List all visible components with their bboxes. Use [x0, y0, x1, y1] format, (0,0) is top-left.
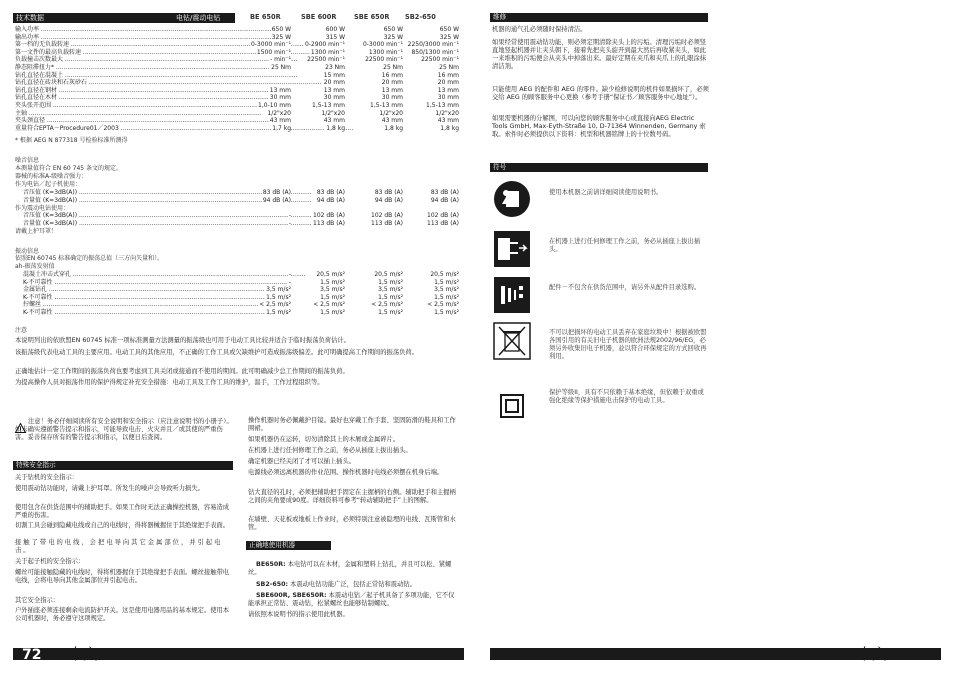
- spec-value: -: [288, 212, 291, 219]
- noise-line-1: 本测量值符合 EN 60 745 条文的规定。: [15, 165, 122, 172]
- spec-value: 13 mm: [381, 86, 403, 94]
- spec-row: [15, 212, 459, 220]
- spec-row: [15, 71, 459, 80]
- noise-line-3: 作为电钻／起子机使用：: [15, 181, 82, 188]
- spec-value: 94 dB (A): [262, 196, 291, 204]
- spec-row: [15, 301, 459, 309]
- spec-row: [15, 26, 459, 34]
- noise-impact-label: 作为震动电钻使用：: [15, 205, 70, 212]
- maintenance-header: 维修: [490, 13, 708, 22]
- spec-row: [15, 189, 459, 197]
- spec-value: 20 mm: [381, 79, 403, 87]
- special-6: 螺丝可能接触隐藏的电线时，得将机器握住于其绝缘把手表面。螺丝接触带电电线，会将电导向其他金属部位并引起电击。: [15, 569, 230, 584]
- spec-value: 25 Nm: [439, 64, 459, 71]
- tech-data-header: [13, 13, 235, 23]
- spec-value: 325 W: [439, 33, 459, 41]
- safety-warning: 注意！务必仔细阅读所有安全说明和安全指示（应注意说明书的小册子）。如未确实遵循警告提示和指示，可能导致电击、火灾并且／或其使的严重伤害。妥善保存所有的警告提示和指示，以便日后查阅。: [15, 418, 233, 441]
- use-sbe-text: 本震动电钻／起子机具备了多项功能，它不仅能承担正常钻、震动钻，松紧螺丝也能够钻制螺纹。: [248, 592, 455, 607]
- special-8: 户外插座必须连接剩余电流防护开关。这是使用电器用品的基本规定。使用本公司机器时，务必遵守这项规定。: [15, 607, 230, 622]
- language-label-right: 中文: [857, 645, 888, 663]
- symbol-text-accessories: 配件－不包含在供货范围中，请另外从配件目录选购。: [549, 284, 701, 291]
- spec-value: 113 dB (A): [427, 219, 459, 227]
- use-sb2-650-text: 本震动电钻功能广泛，包括正常钻和震动钻。: [290, 581, 416, 588]
- spec-value: 43 mm: [381, 117, 403, 125]
- special-safety-header: 特殊安全指示: [13, 461, 233, 470]
- right-page: [477, 0, 954, 677]
- model-col-1: BE 650R: [250, 13, 281, 21]
- spec-value: 1/2"x20: [379, 109, 403, 117]
- spec-value: 13 mm: [323, 86, 345, 94]
- spec-label: 音压值 (K=3dB(A)) .....: [15, 189, 239, 197]
- spec-value: 94 dB (A): [374, 196, 403, 204]
- maint-0: 机器的通气孔必须随时保持清洁。: [492, 26, 587, 33]
- spec-row: [15, 33, 459, 42]
- model-col-4: SB2-650: [405, 13, 436, 21]
- spec-value: 1,5-13 mm: [312, 102, 345, 109]
- spec-value: 1/2"x20: [321, 109, 345, 117]
- spec-label: 音量值 (K=3dB(A)) .....: [15, 197, 239, 205]
- spec-value: 1,5 m/s²: [266, 309, 291, 316]
- spec-value: 3,5 m/s²: [378, 286, 403, 294]
- spec-row: [15, 56, 459, 64]
- spec-value: 650 W: [383, 26, 403, 33]
- note-p4: 为提高操作人员对振荡作用的保护得规定补充安全措施：电动工具及工作工具的维护，温手，工作过程组织等。: [15, 379, 324, 386]
- spec-label: 输入功率 .....: [15, 26, 231, 34]
- spec-value: 1,0-10 mm: [258, 102, 291, 109]
- spec-row: [15, 124, 459, 133]
- spec-value: 20,5 m/s²: [374, 271, 403, 278]
- accessories-icon: [493, 276, 531, 314]
- spec-value: 113 dB (A): [371, 219, 403, 227]
- spec-label: 负载撞击次数最大 .....: [15, 56, 231, 64]
- safety-col2-2: 在机器上进行任何修理工作之前，务必从插座上拔出插头。: [248, 447, 412, 454]
- note-p1: 本说明列出的依欧盟EN 60745 标准一项标准测量方法测量的振荡级也可用于电动工具比较并适合于临时振荡负荷估计。: [15, 337, 350, 344]
- safety-col2-1: 如果机器仍在运转，切勿清除其上的木屑或金属碎片。: [248, 436, 400, 443]
- intended-use-header: 正确地使用机器: [246, 541, 331, 550]
- spec-value: 2250/3000 min⁻¹: [407, 41, 459, 49]
- spec-row: [15, 41, 459, 49]
- spec-value: 850/1300 min⁻¹: [411, 48, 459, 56]
- spec-value: 0-3000 min⁻¹: [362, 41, 403, 49]
- vibration-line-1: 依照EN 60745 标准确定的振荡总值（三方向矢量和）。: [15, 255, 164, 262]
- spec-value: 1,5 m/s²: [320, 293, 345, 301]
- maint-1: 如果经常使用震动钻功能，则必须定期清除夹头上的污垢。清理污垢时必须竖直地竖起机器并让夹头朝下，接着先把夹头旋开到最大然后再收紧夹头，如此一来堆积的污垢便会从夹头中掉落出来。最好定期在夹爪和夹爪上的孔眼涂抹清洁剂。: [492, 39, 707, 70]
- spec-value: 102 dB (A): [313, 212, 345, 219]
- spec-value: 13 mm: [437, 86, 459, 94]
- special-1: 使用震动钻功能时，请戴上护耳罩。所发生的噪声会导致听力损失。: [15, 485, 204, 492]
- spec-value: 1,5-13 mm: [426, 102, 459, 109]
- tech-data-title: 技术数据: [16, 14, 44, 22]
- spec-value: 15 mm: [323, 71, 345, 79]
- special-2: 使用包含在供货范围中的辅助把手。如果工作时无法正确操控机器，容易造成严重的伤害。: [15, 504, 230, 519]
- spec-value: 315 W: [325, 33, 345, 41]
- spec-value: < 2,5 m/s²: [313, 301, 345, 309]
- special-4: 接触了带电的电线，会把电导向其它金属部位，并引起电击。: [15, 539, 223, 554]
- safety-col2-5: 钻大直径的孔时，必须把辅助把手固定在主握柄的右侧。辅助把手和主握柄之间的夹角要成90度。详细资料可参考“转动辅助把手”上的图解。: [248, 489, 456, 504]
- spec-value: 3,5 m/s²: [320, 286, 345, 294]
- maint-3: 如果需要机器的分解图，可以向您的顾客服务中心或直接向AEG Electric Tools GmbH, Max-Eyth-Straße 10, D-71364 Winnenden, Germany 索取。索件时必须提供以下资料：机型和机器铭牌上的十位数号码。: [492, 115, 706, 138]
- page-number-right: 73: [912, 647, 932, 663]
- spec-value: 102 dB (A): [371, 212, 403, 219]
- spec-value: 1,5 m/s²: [320, 278, 345, 286]
- use-be650r-model: BE650R:: [256, 561, 286, 568]
- spec-value: 43 mm: [323, 117, 345, 125]
- spec-row: [15, 309, 459, 317]
- spec-label: K-不可靠性 .....: [15, 294, 239, 302]
- spec-value: -: [288, 271, 291, 278]
- spec-row: [15, 271, 459, 279]
- note-p3: 正确地估计一定工作期间的振荡负荷也要考虑到工具关闭或接通而不使用的期间。此可明确减少总工作期间的振荡负荷。: [15, 368, 349, 375]
- spec-value: 25 Nm: [383, 64, 403, 71]
- spec-value: 1,5 m/s²: [320, 309, 345, 316]
- spec-value: 16 mm: [437, 71, 459, 79]
- spec-value: 22500 min⁻¹: [307, 56, 345, 64]
- spec-value: 1,8 kg: [440, 124, 459, 132]
- spec-footnote: * 根据 AEG N 877318 号检验标准所测得: [15, 137, 128, 144]
- spec-label: 金属钻孔 .....: [15, 286, 239, 294]
- spec-label: 第一文件的最高负载转速 .....: [15, 49, 231, 57]
- spec-value: 1,5 m/s²: [434, 278, 459, 286]
- spec-value: 25 Nm: [271, 64, 291, 71]
- special-3: 切割工具会碰到隐藏电线或自己的电线时，得将器械握住于其绝缘把手表面。: [15, 522, 230, 529]
- spec-row: [15, 278, 459, 287]
- spec-value: 102 dB (A): [427, 212, 459, 219]
- safety-col2-0: 操作机器时务必佩戴护目镜。最好也穿戴工作手套、坚固防滑的鞋具和工作围裙。: [248, 417, 456, 432]
- spec-value: 1300 min⁻¹: [368, 48, 403, 56]
- spec-value: 3,5 m/s²: [266, 286, 291, 294]
- spec-value: 1,5 m/s²: [266, 293, 291, 301]
- spec-value: 1,8 kg: [326, 124, 345, 132]
- spec-value: < 2,5 m/s²: [371, 301, 403, 309]
- spec-value: 83 dB (A): [316, 189, 345, 196]
- special-7: 其它安全指示：: [15, 597, 60, 604]
- class-ii-icon: [493, 387, 531, 425]
- spec-value: 325 W: [383, 33, 403, 41]
- read-manual-icon: [493, 180, 531, 218]
- spec-value: - min⁻¹: [270, 56, 291, 64]
- spec-value: 30 mm: [269, 94, 291, 102]
- weee-bin-icon: [493, 322, 531, 360]
- spec-value: 1,5 m/s²: [378, 293, 403, 301]
- spec-label: 钻孔直径在钢材 .....: [15, 87, 231, 95]
- spec-value: 83 dB (A): [262, 189, 291, 196]
- spec-row: [15, 94, 459, 102]
- safety-col2-3: 确定机器已经关闭了才可以插上插头。: [248, 458, 356, 465]
- spec-value: 20 mm: [323, 79, 345, 87]
- spec-label: 拧螺丝 .....: [15, 301, 239, 309]
- spec-label: 夹头张开范围 .....: [15, 102, 231, 110]
- spec-value: 83 dB (A): [374, 189, 403, 196]
- spec-value: 94 dB (A): [316, 196, 345, 204]
- page-number-left: 72: [22, 647, 42, 663]
- spec-value: 650 W: [439, 26, 459, 33]
- spec-label: 主轴 .....: [15, 110, 231, 118]
- spec-value: 20 mm: [437, 79, 459, 87]
- maint-2: 只能使用 AEG 的配件和 AEG 的零件。缺少检修说明的机件如果损坏了，必须交给 AEG 的顾客服务中心更换（参考手册“保证书／顾客服务中心地址”）。: [492, 86, 709, 101]
- symbol-text-class-ii: 保护等级II，具有不只依赖于基本绝缘，但依赖于双重或强化绝缘等保护措施电击保护的电动工具。: [549, 389, 704, 404]
- spec-value: 22500 min⁻¹: [421, 56, 459, 64]
- spec-value: 30 mm: [323, 94, 345, 102]
- spec-value: 13 mm: [269, 86, 291, 94]
- spec-value: -: [288, 219, 291, 227]
- spec-value: 325 W: [271, 33, 291, 41]
- spec-label: 钻孔直径在砖块和石灰砂石 .....: [15, 79, 231, 87]
- spec-value: 1,5 m/s²: [378, 309, 403, 316]
- noise-line-2: 器械的标准A-级噪音强力：: [15, 173, 88, 180]
- spec-row: [15, 286, 459, 294]
- noise-title: 噪音信息: [15, 157, 40, 164]
- spec-value: 1,5 m/s²: [378, 278, 403, 286]
- spec-value: 43 mm: [269, 117, 291, 125]
- spec-value: 0-2900 min⁻¹: [304, 41, 345, 49]
- spec-value: 1,8 kg: [384, 124, 403, 132]
- spec-value: 94 dB (A): [430, 196, 459, 204]
- spec-value: < 2,5 m/s²: [427, 301, 459, 309]
- spec-value: 650 W: [271, 26, 291, 33]
- note-title: 注意: [15, 327, 28, 334]
- safety-col2-4: 电源线必须远离机器的作业范围。操作机器时电线必须摆在机身后端。: [248, 469, 444, 476]
- symbols-header: 符号: [490, 163, 708, 172]
- special-5: 关于起子机的安全指示：: [15, 558, 85, 565]
- spec-label: K-不可靠性 .....: [15, 279, 239, 287]
- spec-label: 夹头颈直径 .....: [15, 117, 231, 125]
- spec-row: [15, 196, 459, 205]
- spec-value: 22500 min⁻¹: [365, 56, 403, 64]
- spec-row: [15, 64, 459, 72]
- spec-value: 23 Nm: [325, 64, 345, 71]
- spec-label: 重量符合EPTA－Procedure01／2003 .....: [15, 125, 231, 133]
- spec-label: 钻孔直径在木材 .....: [15, 94, 231, 102]
- spec-value: 1500 min⁻¹: [256, 48, 291, 56]
- model-col-2: SBE 600R: [301, 13, 337, 21]
- use-sb2-650-model: SB2-650:: [256, 581, 289, 588]
- special-0: 关于钻机的安全指示：: [15, 474, 78, 481]
- spec-row: [15, 109, 459, 118]
- symbol-text-unplug: 在机器上进行任何修理工作之前，务必从插座上拔出插头。: [549, 238, 701, 253]
- spec-value: 1300 min⁻¹: [310, 48, 345, 56]
- spec-label: 音压值 (K=3dB(A)) .....: [15, 212, 239, 220]
- spec-value: -: [288, 278, 291, 286]
- ear-protection: 请戴上护耳罩！: [15, 228, 58, 235]
- use-sbe-model: SBE600R, SBE650R:: [256, 592, 327, 599]
- spec-value: 600 W: [325, 26, 345, 33]
- spec-value: 1/2"x20: [435, 109, 459, 117]
- spec-value: 30 mm: [437, 94, 459, 102]
- spec-value: 1,5 m/s²: [434, 293, 459, 301]
- spec-value: 1,5 m/s²: [434, 309, 459, 316]
- spec-value: 20,5 m/s²: [316, 271, 345, 278]
- spec-value: 20,5 m/s²: [430, 271, 459, 278]
- spec-value: 1,7 kg: [272, 124, 291, 132]
- spec-value: 1/2"x20: [267, 109, 291, 117]
- use-be650r-text: 本电钻可以在木材，金属和塑料上钻孔，并且可以松、紧螺丝。: [248, 561, 452, 576]
- vibration-title: 振动信息: [15, 248, 40, 255]
- spec-label: 输出功率 .....: [15, 34, 231, 42]
- spec-label: 音量值 (K=3dB(A)) .....: [15, 220, 239, 228]
- model-col-3: SBE 650R: [354, 13, 390, 21]
- spec-label: 钻孔直径在混凝土 .....: [15, 72, 231, 80]
- spec-row: [15, 219, 459, 228]
- spec-label: 第一档的无负载转速 .....: [15, 41, 231, 49]
- spec-value: 3,5 m/s²: [434, 286, 459, 294]
- spec-label: 静态阻滞扭力* .....: [15, 64, 231, 72]
- spec-value: 43 mm: [437, 117, 459, 125]
- vibration-line-2: ah-振荡发射值: [15, 263, 55, 270]
- spec-row: [15, 117, 459, 125]
- spec-value: 30 mm: [381, 94, 403, 102]
- language-label-left: 中文: [68, 645, 99, 663]
- symbol-text-weee: 不可以把损坏的电动工具丢弃在家庭垃圾中！根据被欧盟各国引用的有关旧电子机器的欧洲法规2002/96/EG，必须另外收集旧电子机器，並以符合环保规定的方式回收再利用。: [549, 329, 707, 360]
- safety-col2-6: 在墙壁、天花板或地板上作业时，必须特别注意被隐埋的电线、瓦斯管和水管。: [248, 516, 456, 531]
- spec-value: 16 mm: [381, 71, 403, 79]
- use-instructions: 请依照本说明书的指示使用此机器。: [248, 611, 349, 618]
- symbol-text-read-manual: 使用本机器之前请详细阅读使用说明书。: [549, 189, 663, 196]
- spec-label: K-不可靠性 .....: [15, 309, 239, 317]
- unplug-icon: [493, 230, 531, 268]
- spec-value: 0-3000 min⁻¹: [250, 41, 291, 49]
- spec-value: 83 dB (A): [430, 189, 459, 196]
- note-p2: 该振荡级代表电动工具的主要应用。电动工具的其他应用，不正确的工作工具或欠缺维护可造成振荡级偏差。此可明确提高工作期间的振荡负荷。: [15, 349, 418, 356]
- spec-value: < 2,5 m/s²: [259, 301, 291, 309]
- spec-row: [15, 79, 459, 87]
- spec-label: 混凝土冲击式穿孔 .....: [15, 271, 239, 279]
- spec-row: [15, 102, 459, 110]
- spec-value: 1,5-13 mm: [370, 102, 403, 109]
- spec-value: 113 dB (A): [313, 219, 345, 227]
- tech-data-subtitle: 电钻/震动电钻: [176, 14, 221, 22]
